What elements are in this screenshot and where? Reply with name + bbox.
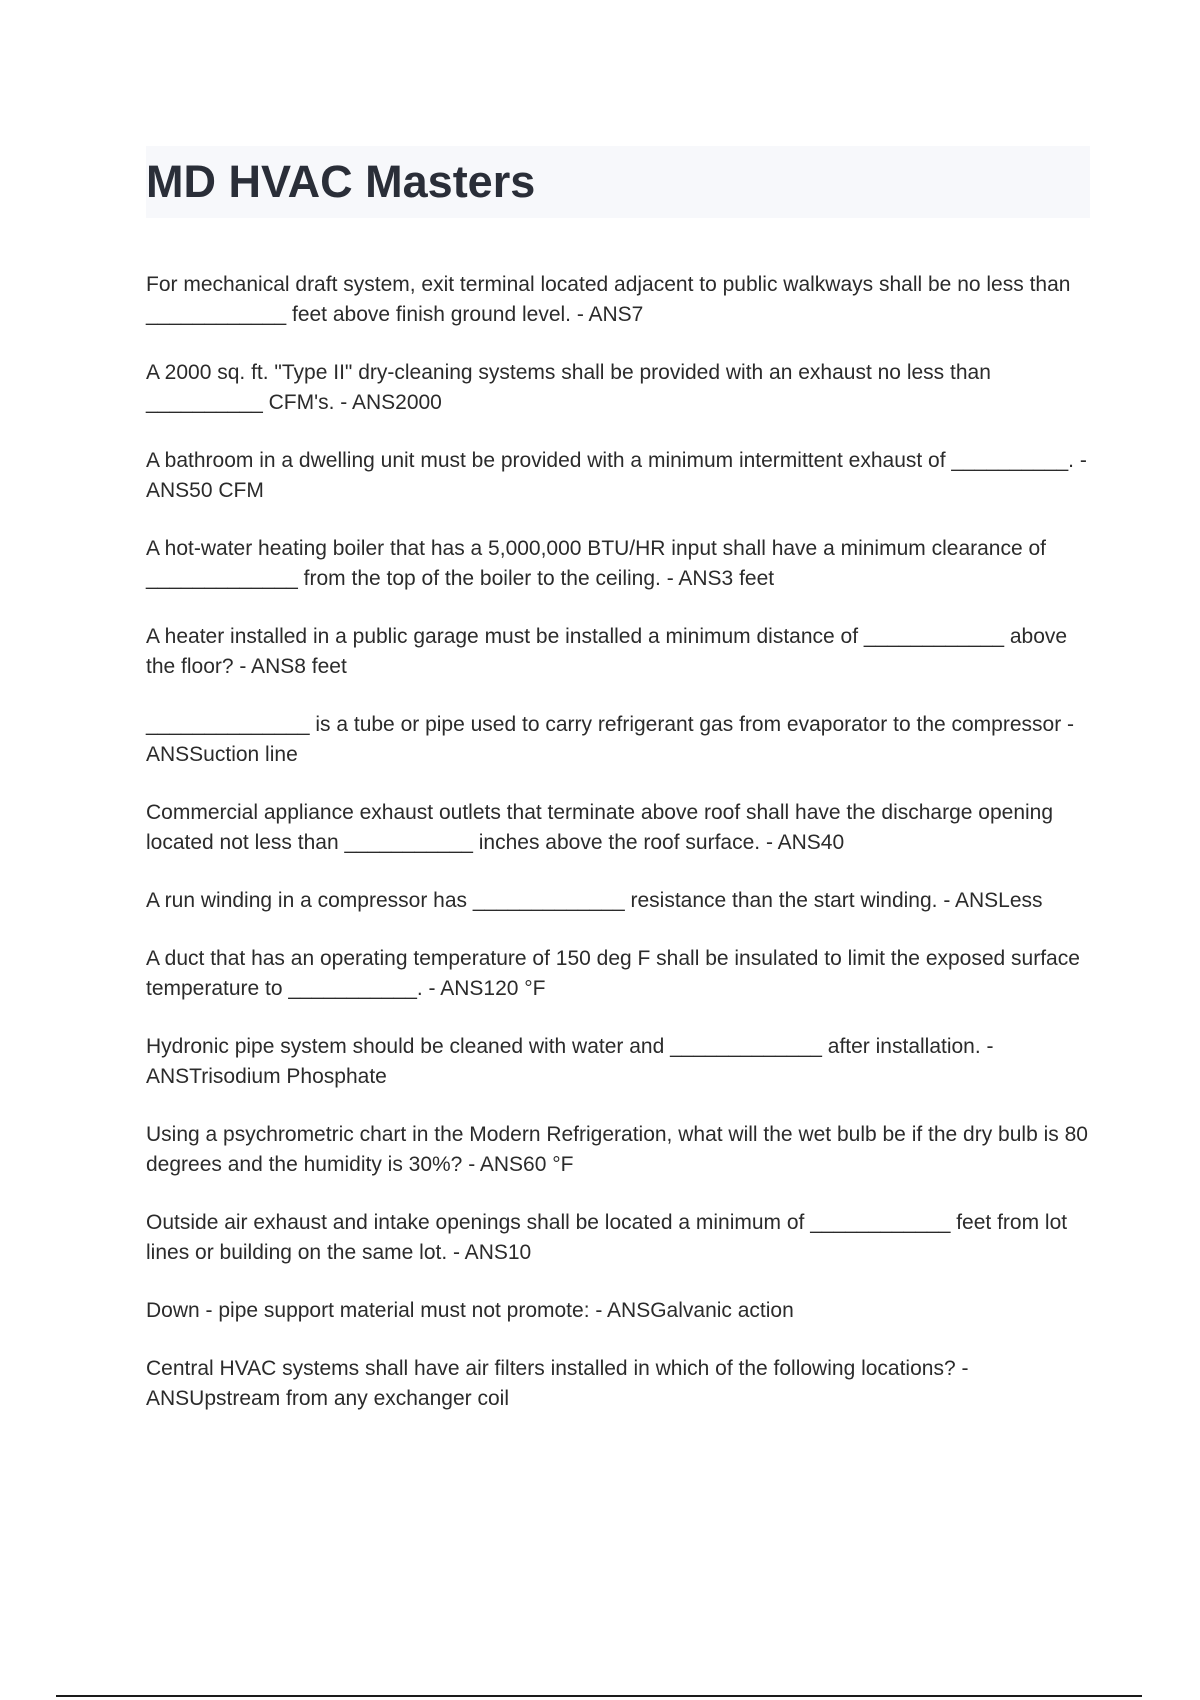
qa-item: A duct that has an operating temperature of 150 deg F shall be insulated to limit the exposed surface temperature to ___________. - ANS120 °F [146, 947, 1080, 1000]
qa-item: Outside air exhaust and intake openings shall be located a minimum of ____________ feet from lot lines or building on the same lot. - ANS10 [146, 1211, 1068, 1264]
title-band [146, 146, 1090, 218]
qa-item: Down - pipe support material must not promote: - ANSGalvanic action [146, 1299, 794, 1322]
footer-divider [56, 1695, 1142, 1697]
page-title: MD HVAC Masters [146, 156, 536, 207]
qa-item: A run winding in a compressor has _____________ resistance than the start winding. - ANSLess [146, 889, 1043, 912]
qa-item: ______________ is a tube or pipe used to carry refrigerant gas from evaporator to the compressor - ANSSuction line [146, 713, 1075, 766]
qa-item: Central HVAC systems shall have air filters installed in which of the following locations? - ANSUpstream from any exchanger coil [146, 1357, 969, 1410]
qa-item: Hydronic pipe system should be cleaned with water and _____________ after installation. - ANSTrisodium Phosphate [146, 1035, 994, 1088]
qa-item: A bathroom in a dwelling unit must be provided with a minimum intermittent exhaust of __________. - ANS50 CFM [146, 449, 1087, 502]
qa-item: For mechanical draft system, exit terminal located adjacent to public walkways shall be no less than ____________ feet above finish ground level. - ANS7 [146, 273, 1071, 326]
qa-list [146, 270, 1096, 1442]
qa-item: A hot-water heating boiler that has a 5,000,000 BTU/HR input shall have a minimum clearance of _____________ from the top of the boiler to the ceiling. - ANS3 feet [146, 537, 1046, 590]
qa-item: Using a psychrometric chart in the Modern Refrigeration, what will the wet bulb be if the dry bulb is 80 degrees and the humidity is 30%? - ANS60 °F [146, 1123, 1088, 1176]
qa-item: A heater installed in a public garage must be installed a minimum distance of ____________ above the floor? - ANS8 feet [146, 625, 1068, 678]
qa-item: Commercial appliance exhaust outlets that terminate above roof shall have the discharge opening located not less than ___________ inches above the roof surface. - ANS40 [146, 801, 1054, 854]
qa-item: A 2000 sq. ft. "Type II" dry-cleaning systems shall be provided with an exhaust no less than __________ CFM's. - ANS2000 [146, 361, 991, 414]
